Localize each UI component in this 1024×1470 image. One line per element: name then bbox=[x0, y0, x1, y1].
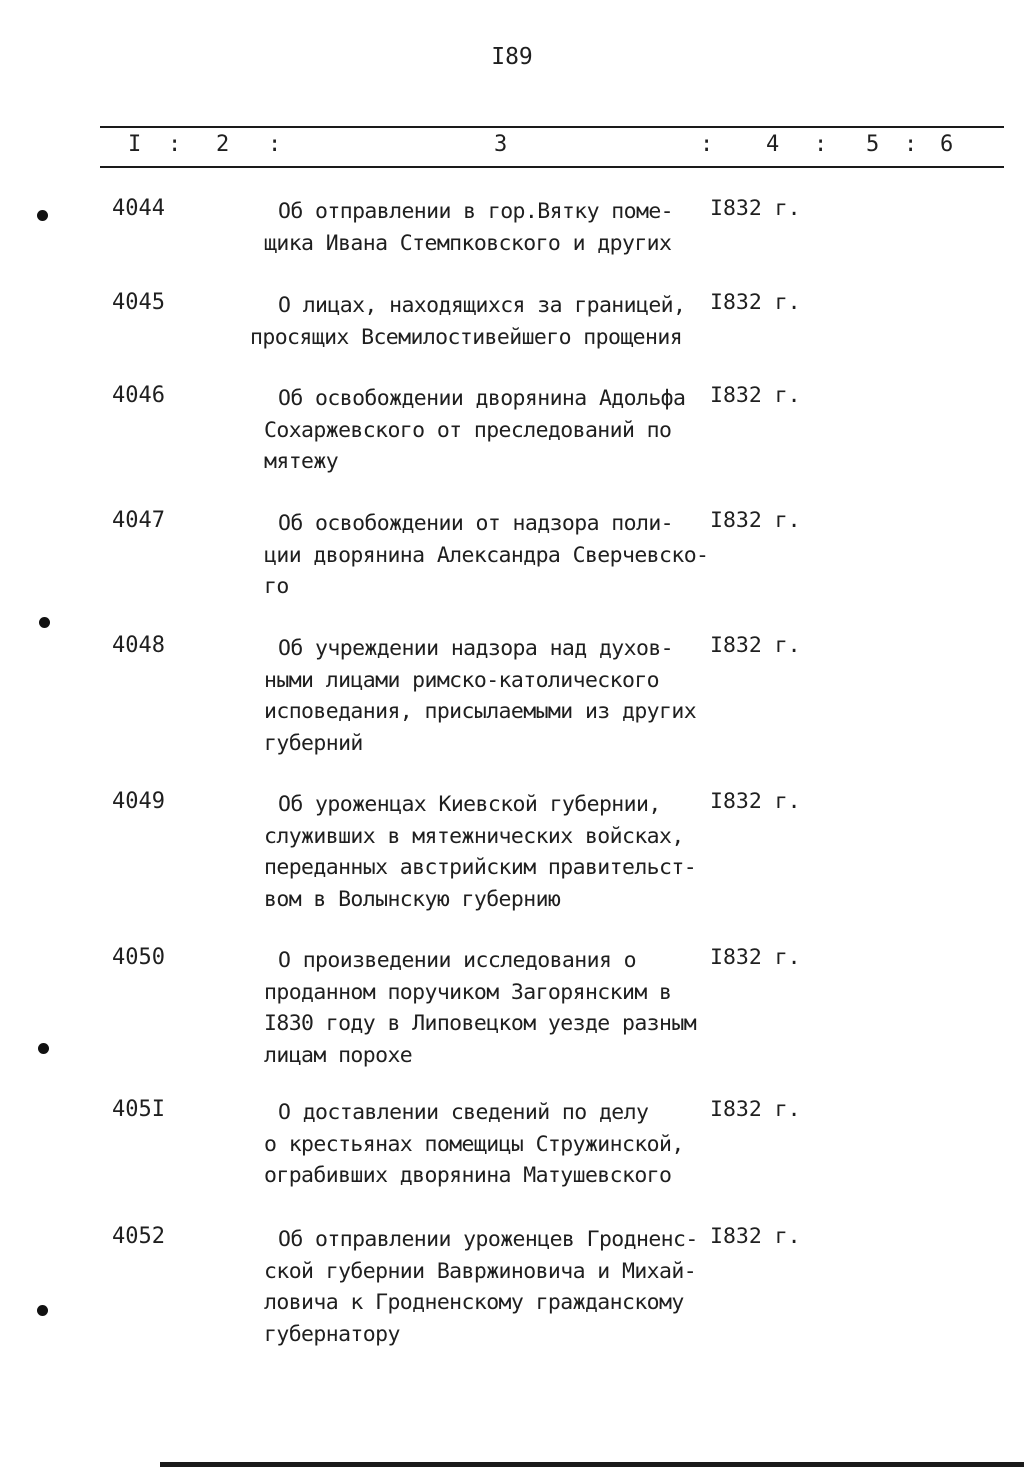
description-line: го bbox=[264, 574, 289, 599]
punch-hole-mark bbox=[37, 1305, 48, 1316]
description-line: лицам порохе bbox=[264, 1042, 413, 1068]
description-line: мятежу bbox=[264, 449, 339, 474]
record-number: 4050 bbox=[112, 945, 165, 970]
record-description bbox=[250, 290, 714, 353]
column-header-2: 2 bbox=[216, 132, 230, 157]
description-line: вом в Волынскую губернию bbox=[264, 886, 561, 912]
column-separator: : bbox=[268, 132, 282, 157]
record-number: 4048 bbox=[112, 633, 165, 658]
record-year: I832 г. bbox=[710, 1224, 801, 1249]
column-separator: : bbox=[168, 132, 182, 157]
record-description bbox=[264, 383, 714, 478]
description-line: ными лицами римско-католического bbox=[264, 667, 660, 693]
record-number: 4046 bbox=[112, 383, 165, 408]
description-line: ской губернии Вавржиновича и Михай- bbox=[264, 1258, 697, 1284]
footer-rule bbox=[160, 1462, 1024, 1467]
record-number: 405I bbox=[112, 1097, 165, 1122]
description-line: Об освобождении от надзора поли- bbox=[278, 511, 674, 536]
record-description bbox=[264, 945, 714, 1071]
record-year: I832 г. bbox=[710, 633, 801, 658]
column-header-6: 6 bbox=[940, 132, 954, 157]
punch-hole-mark bbox=[39, 617, 50, 628]
description-line: переданных австрийским правительст- bbox=[264, 855, 697, 880]
description-line: ции дворянина Александра Сверчевско- bbox=[264, 542, 709, 568]
column-separator: : bbox=[700, 132, 714, 157]
record-year: I832 г. bbox=[710, 383, 801, 408]
record-year: I832 г. bbox=[710, 945, 801, 970]
record-number: 4047 bbox=[112, 508, 165, 533]
header-bottom-rule bbox=[100, 166, 1004, 168]
description-line: губерний bbox=[264, 730, 363, 756]
description-line: I830 году в Липовецком уезде разным bbox=[264, 1011, 697, 1036]
record-description bbox=[264, 196, 714, 259]
description-line: О произведении исследования о bbox=[278, 948, 636, 973]
record-description bbox=[264, 1224, 714, 1350]
record-year: I832 г. bbox=[710, 290, 801, 315]
column-header-1: I bbox=[128, 132, 142, 157]
column-separator: : bbox=[814, 132, 828, 157]
page-number: I89 bbox=[491, 44, 533, 70]
record-number: 4044 bbox=[112, 196, 165, 221]
column-separator: : bbox=[904, 132, 918, 157]
column-header-4: 4 bbox=[766, 132, 780, 157]
record-year: I832 г. bbox=[710, 196, 801, 221]
description-line: О лицах, находящихся за границей, bbox=[278, 293, 686, 318]
description-line: Сохаржевского от преследований по bbox=[264, 417, 672, 443]
record-description bbox=[264, 1097, 714, 1192]
description-line: проданном поручиком Загорянским в bbox=[264, 979, 672, 1005]
description-line: О доставлении сведений по делу bbox=[278, 1100, 649, 1125]
description-line: Об отправлении в гор.Вятку поме- bbox=[278, 199, 674, 224]
description-line: щика Ивана Стемпковского и других bbox=[264, 230, 672, 256]
description-line: исповедания, присылаемыми из других bbox=[264, 699, 697, 724]
description-line: Об уроженцах Киевской губернии, bbox=[278, 792, 661, 817]
record-year: I832 г. bbox=[710, 789, 801, 814]
record-number: 4045 bbox=[112, 290, 165, 315]
record-year: I832 г. bbox=[710, 508, 801, 533]
column-header-3: 3 bbox=[494, 132, 508, 157]
record-number: 4049 bbox=[112, 789, 165, 814]
description-line: ловича к Гродненскому гражданскому bbox=[264, 1290, 684, 1315]
description-line: Об отправлении уроженцев Гродненс- bbox=[278, 1227, 698, 1252]
description-line: о крестьянах помещицы Стружинской, bbox=[264, 1131, 684, 1157]
record-description bbox=[264, 508, 714, 603]
header-top-rule bbox=[100, 126, 1004, 128]
description-line: губернатору bbox=[264, 1321, 400, 1347]
record-number: 4052 bbox=[112, 1224, 165, 1249]
record-description bbox=[264, 789, 714, 915]
record-year: I832 г. bbox=[710, 1097, 801, 1122]
record-description bbox=[264, 633, 714, 759]
description-line: ограбивших дворянина Матушевского bbox=[264, 1163, 672, 1188]
punch-hole-mark bbox=[37, 210, 48, 221]
column-header-5: 5 bbox=[866, 132, 880, 157]
description-line: служивших в мятежнических войсках, bbox=[264, 823, 684, 849]
description-line: Об освобождении дворянина Адольфа bbox=[278, 386, 686, 411]
punch-hole-mark bbox=[38, 1043, 49, 1054]
description-line: Об учреждении надзора над духов- bbox=[278, 636, 674, 661]
description-line: просящих Всемилостивейшего прощения bbox=[250, 324, 683, 350]
